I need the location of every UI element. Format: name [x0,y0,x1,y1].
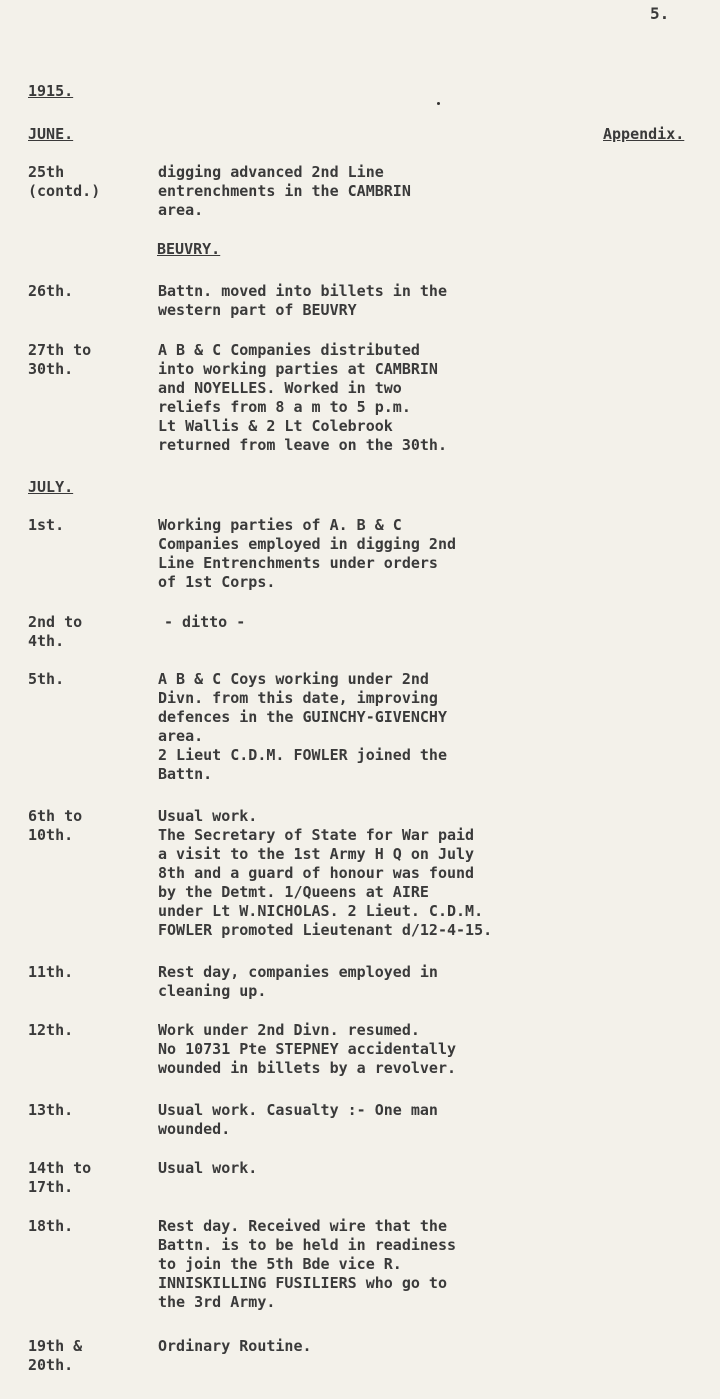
entry-date: 26th. [28,282,74,300]
entry-date: 25th (contd.) [28,163,101,200]
month-heading-july: JULY. [28,478,74,496]
entry-text: Rest day, companies employed in cleaning up. [158,963,438,1000]
entry-date: 12th. [28,1021,74,1039]
entry-text: A B & C Companies distributed into working parties at CAMBRIN and NOYELLES. Worked in two reliefs from 8 a m to 5 p.m. Lt Wallis & 2 Lt Colebrook returned from leave on the 30th. [158,341,447,454]
entry-text: digging advanced 2nd Line entrenchments in the CAMBRIN area. [158,163,411,219]
entry-text: Work under 2nd Divn. resumed. No 10731 Pte STEPNEY accidentally wounded in billets by a revolver. [158,1021,457,1077]
entry-text: Rest day. Received wire that the Battn. is to be held in readiness to join the 5th Bde vice R. INNISKILLING FUSILIERS who go to the 3rd Army. [158,1217,457,1311]
entry-date: 13th. [28,1101,74,1119]
entry-date: 18th. [28,1217,74,1235]
entry-text: Usual work. The Secretary of State for War paid a visit to the 1st Army H Q on July 8th and a guard of honour was found by the Detmt. 1/Queens at AIRE under Lt W.NICHOLAS. 2 Lieut. C.D.M. FOWLER promoted Lieutenant d/12-4-15. [158,807,493,939]
entry-text: - ditto - [164,613,246,631]
entry-date: 11th. [28,963,74,981]
entry-date: 14th to 17th. [28,1159,92,1196]
entry-date: 1st. [28,516,65,534]
place-heading: BEUVRY. [157,240,221,258]
ink-dot [437,102,440,105]
entry-text: A B & C Coys working under 2nd Divn. from this date, improving defences in the GUINCHY-GIVENCHY area. 2 Lieut C.D.M. FOWLER joined the Battn. [158,670,447,783]
entry-text: Battn. moved into billets in the western part of BEUVRY [158,282,447,319]
entry-text: Working parties of A. B & C Companies employed in digging 2nd Line Entrenchments under orders of 1st Corps. [158,516,457,591]
entry-date: 5th. [28,670,65,688]
entry-date: 19th & 20th. [28,1337,83,1374]
page-number: 5. [650,4,670,23]
entry-date: 2nd to 4th. [28,613,83,650]
entry-text: Usual work. Casualty :- One man wounded. [158,1101,438,1138]
entry-text: Ordinary Routine. [158,1337,312,1355]
entry-text: Usual work. [158,1159,258,1177]
appendix-heading: Appendix. [603,125,685,143]
year-heading: 1915. [28,82,74,100]
entry-date: 27th to 30th. [28,341,92,378]
entry-date: 6th to 10th. [28,807,83,844]
month-heading-june: JUNE. [28,125,74,143]
